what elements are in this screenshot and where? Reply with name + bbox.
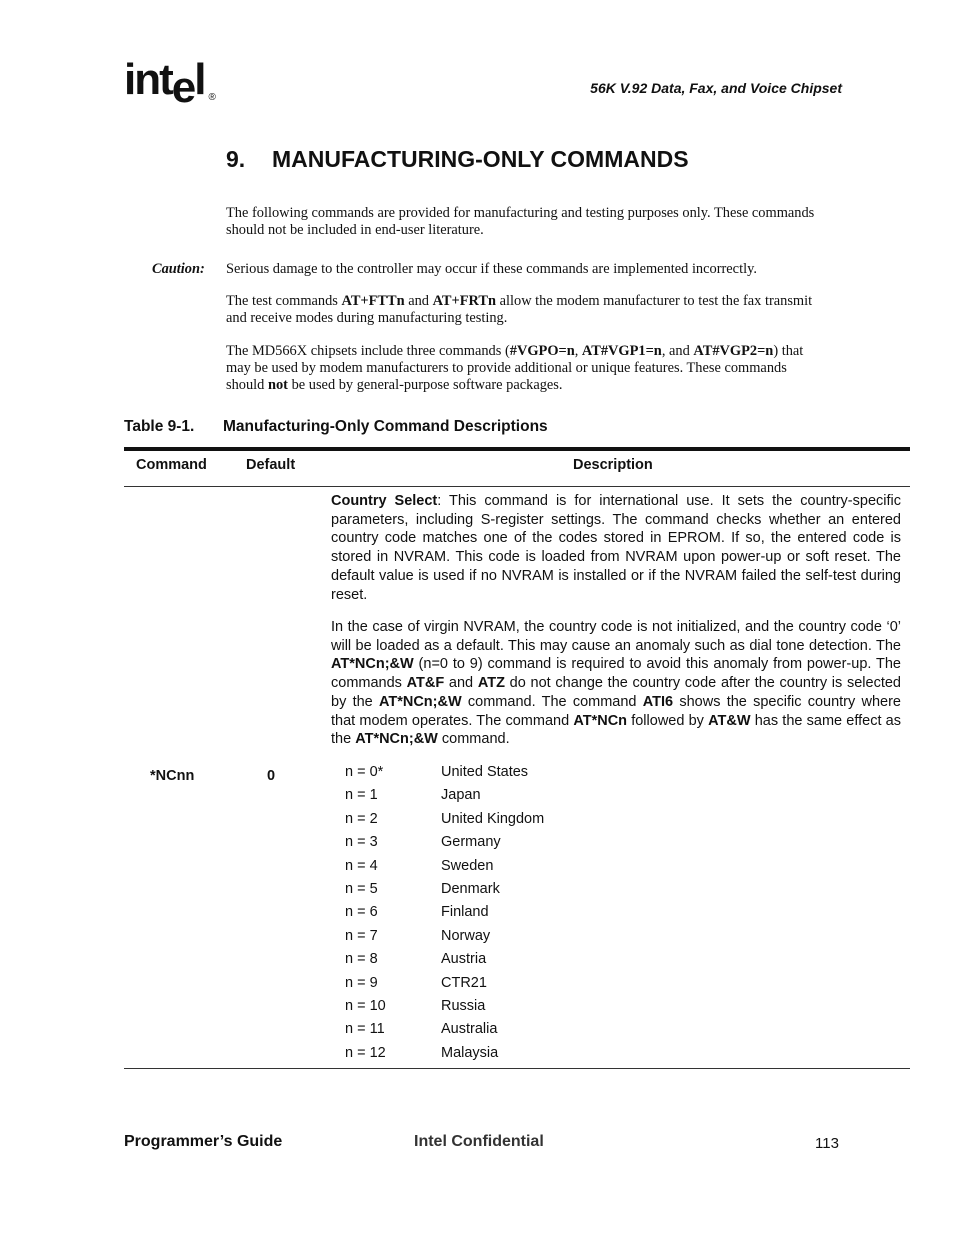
column-header-command: Command [136,457,207,473]
md566x-paragraph: The MD566X chipsets include three commands (#VGPO=n, AT#VGP1=n, and AT#VGP2=n) that may be used by modem manufacturers to provide additional or unique features. These commands should not be used by general-purpose software packages. [226,343,804,393]
description-paragraph-2: In the case of virgin NVRAM, the country code is not initialized, and the country code ‘0’ will be loaded as a default. This may cause an anomaly such as dial tone detection. The AT*NCn;&W (n=0 to 9) command is required to avoid this anomaly from power-up. The commands AT&F and ATZ do not change the country code after the country is selected by the AT*NCn;&W command. The command ATI6 shows the specific country where that modem operates. The command AT*NCn followed by AT&W has the same effect as the AT*NCn;&W command. [331,619,901,748]
country-row [345,973,544,996]
test-commands-paragraph: The test commands AT+FTTn and AT+FRTn allow the modem manufacturer to test the fax transmit and receive modes during manufacturing testing. [226,293,813,326]
country-name: Austria [441,951,487,968]
command-cell: *NCnn [150,768,195,784]
country-code: n = 9 [345,974,378,991]
country-name: Malaysia [441,1044,499,1061]
country-code: n = 10 [345,997,386,1014]
country-code: n = 4 [345,857,378,874]
country-name: United States [441,764,529,780]
country-row [345,879,544,902]
command-code: AT#VGP1=n [581,343,662,359]
country-row [345,1043,544,1066]
country-row [345,809,544,832]
table-number: Table 9-1. [124,418,195,435]
country-code: n = 3 [345,834,378,851]
country-code: n = 6 [345,904,378,921]
country-name: Denmark [441,880,500,897]
table-bottom-rule [124,1068,910,1069]
country-code: n = 0* [345,764,384,780]
country-row [345,996,544,1019]
command-code: AT#VGP2=n [693,343,774,359]
page-number: 113 [815,1135,839,1152]
intro-paragraph: The following commands are provided for manufacturing and testing purposes only. These commands should not be included in end-user literature. [226,205,815,238]
country-code: n = 12 [345,1044,386,1061]
country-code: n = 5 [345,880,378,897]
footer-confidential: Intel Confidential [414,1133,544,1150]
country-code: n = 2 [345,810,378,827]
country-name: Norway [441,927,491,944]
caution-label: Caution: [152,261,205,277]
country-name: Russia [441,997,486,1014]
country-row [345,1019,544,1042]
country-name: Australia [441,1021,498,1038]
country-code: n = 8 [345,951,378,968]
chapter-heading [226,146,689,173]
country-name: Finland [441,904,489,921]
country-row [345,902,544,925]
country-row [345,832,544,855]
command-code: AT+FTTn [341,293,405,309]
country-row [345,785,544,808]
column-header-default: Default [246,457,296,473]
table-title: Manufacturing-Only Command Descriptions [223,418,548,435]
country-name: Germany [441,834,501,851]
emphasis: not [267,377,288,393]
command-code: AT+FRTn [432,293,497,309]
intel-logo: intel ® [124,55,216,112]
column-header-description: Description [573,457,653,473]
country-name: Sweden [441,857,494,874]
chapter-number: 9. [226,146,246,172]
document-title: 56K V.92 Data, Fax, and Voice Chipset [590,80,842,96]
country-code: n = 11 [345,1021,385,1038]
country-code: n = 7 [345,927,378,944]
country-row [345,949,544,972]
country-row [345,926,544,949]
country-code: n = 1 [345,787,378,804]
command-code: #VGPO=n [509,343,575,359]
chapter-title: MANUFACTURING-ONLY COMMANDS [272,146,689,172]
caution-text: Serious damage to the controller may occur if these commands are implemented incorrectly. [226,261,757,277]
table-top-rule [124,447,910,451]
country-row [345,856,544,879]
description-paragraph-1: Country Select: This command is for international use. It sets the country-specific parameters, including S-register settings. The command checks whether an entered country code matches one of the codes stored in EPROM. If so, the entered code is stored in NVRAM. This code is loaded from NVRAM upon power-up or soft reset. The default value is used if no NVRAM is installed or if the NVRAM failed the self-test during reset. [331,493,901,603]
country-name: CTR21 [441,974,487,991]
table-header-rule [124,486,910,487]
table-caption [124,418,548,436]
country-name: Japan [441,787,481,804]
default-cell: 0 [267,768,276,784]
country-row [345,762,544,785]
country-name: United Kingdom [441,810,545,827]
footer-guide-title: Programmer’s Guide [124,1133,283,1150]
country-code-list [345,762,544,1066]
